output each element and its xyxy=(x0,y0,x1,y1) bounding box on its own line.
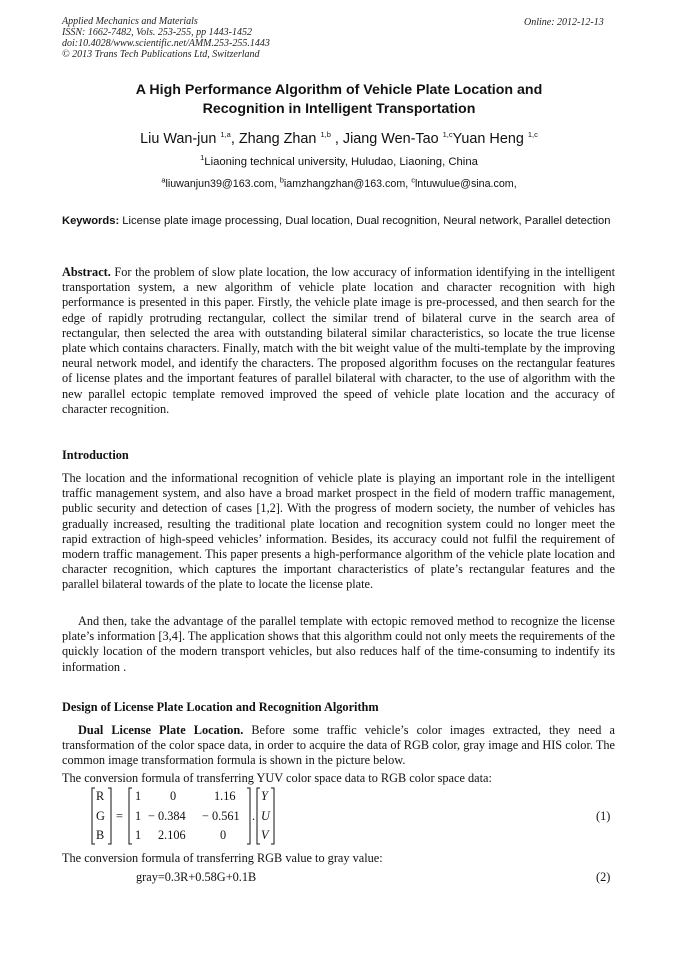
equation-1 xyxy=(88,787,278,845)
rhs-v: V xyxy=(261,828,269,842)
author-name: Jiang Wen-Tao xyxy=(342,131,443,147)
affiliation xyxy=(62,153,616,168)
matrix-cell: − 0.384 xyxy=(148,809,186,823)
yuv-rgb-intro: The conversion formula of transferring YUV color space data to RGB color space data: xyxy=(62,771,492,785)
email-link[interactable]: lntuwulue@sina.com, xyxy=(414,178,517,190)
author-name: Yuan Heng xyxy=(452,131,528,147)
email-link[interactable]: iamzhangzhan@163.com, xyxy=(283,178,412,190)
email-sup: c xyxy=(411,175,415,185)
author-name: Liu Wan-jun xyxy=(140,131,221,147)
matrix-cell: 0 xyxy=(220,828,227,842)
matrix-left-bracket xyxy=(129,788,132,844)
abstract-text: For the problem of slow plate location, the low accuracy of information identifying in the intelligent transportation system, a new algorithm of vehicle plate location and character recognition with high performance is presented in this paper. Firstly, the vehicle plate image is pre-processed, and then search for the edge of rapidly protruding rectangular, collect the similar trend of bilateral curve in the search area of rectangular, then selected the area with outstanding bilateral similar characteristics, so locate the true license plate which contains characters. Finally, match with the bit weight value of the multi-template by the improving neural network model, and identify the characters. The proposed algorithm focuses on the rectangular features of license plates and the important features of parallel bilateral with character, to the use of algorithm with the new parallel ectopic template removed improved the speed of vehicle plate location and the accuracy of character recognition. xyxy=(62,265,615,416)
keywords-text: License plate image processing, Dual location, Dual recognition, Neural network, Parallel detection xyxy=(119,215,611,227)
abstract-label: Abstract. xyxy=(62,265,111,279)
equation-2-number: (2) xyxy=(596,870,611,884)
rgb-gray-intro: The conversion formula of transferring RGB value to gray value: xyxy=(62,851,383,865)
dual-location-label: Dual License Plate Location. xyxy=(78,723,244,737)
author-affil-sup: 1,a xyxy=(220,130,231,140)
keywords-label: Keywords: xyxy=(62,215,120,227)
introduction-heading: Introduction xyxy=(62,448,129,462)
title-line-1: A High Performance Algorithm of Vehicle Plate Location and xyxy=(135,82,543,98)
author-name: Zhang Zhan xyxy=(238,131,321,147)
matrix-cell: − 0.561 xyxy=(202,809,240,823)
dot-operator: . xyxy=(252,809,256,823)
keywords-block xyxy=(62,214,615,229)
lhs-g: G xyxy=(96,809,105,823)
intro-paragraph-2: And then, take the advantage of the parallel template with ectopic removed method to recognize the license plate’s information [3,4]. The application shows that this algorithm could not only meets the requirements of the quickly location of the modern transport vehicles, but also reduces half of the time-consuming to indentify its information . xyxy=(62,614,615,674)
author-separator: , xyxy=(330,131,343,147)
email-sup: b xyxy=(279,175,284,185)
equation-1-number: (1) xyxy=(596,809,611,823)
matrix-cell: 1 xyxy=(135,828,142,842)
rhs-y: Y xyxy=(261,789,268,803)
matrix-cell: 1 xyxy=(135,789,142,803)
author-affil-sup: 1,c xyxy=(442,130,453,140)
intro-paragraph-1: The location and the informational recognition of vehicle plate is playing an important role in the intelligent traffic management system, and also have a broad market prospect in the field of modern traffic management, public security and detection of cases [1,2]. With the progress of modern society, the number of vehicles has gradually increased, resulting the traditional plate location and recognition system could no longer meet the rapid extraction of high-speed vehicles’ information. Besides, its accuracy could not fulfil the requirement of modern traffic management. This paper presents a high-performance algorithm of the vehicle plate location and character recognition, which captures the important characteristics of plate’s rectangular features and the parallel bilateral towards of the plate to locate the license plate. xyxy=(62,471,615,592)
author-separator: , xyxy=(230,131,239,147)
equation-2: gray=0.3R+0.58G+0.1B xyxy=(136,870,257,884)
online-date: Online: 2012-12-13 xyxy=(524,17,604,28)
affiliation-sup: 1 xyxy=(200,153,205,163)
rhs-u: U xyxy=(261,809,270,823)
design-paragraph-1-text: Before some traffic vehicle’s color images extracted, they need a transformation of the color space data, in order to acquire the data of RGB color, gray image and HIS color. The common image transformation formula is shown in the picture below. xyxy=(62,723,615,768)
title-line-2: Recognition in Intelligent Transportation xyxy=(202,101,476,117)
matrix-cell: 0 xyxy=(170,789,177,803)
design-heading: Design of License Plate Location and Recognition Algorithm xyxy=(62,700,379,714)
email-list xyxy=(62,175,616,190)
author-list xyxy=(62,131,616,147)
rhs-left-bracket xyxy=(257,788,260,844)
email-link[interactable]: liuwanjun39@163.com, xyxy=(165,178,280,190)
matrix-cell: 1 xyxy=(135,809,142,823)
lhs-r: R xyxy=(96,789,105,803)
rhs-right-bracket xyxy=(271,788,274,844)
affiliation-text: Liaoning technical university, Huludao, Liaoning, China xyxy=(204,156,478,168)
issn-line: ISSN: 1662-7482, Vols. 253-255, pp 1443-1452 xyxy=(62,27,252,38)
equals-sign: = xyxy=(116,809,123,823)
email-sup: a xyxy=(161,175,166,185)
abstract-paragraph xyxy=(62,265,615,417)
author-affil-sup: 1,c xyxy=(527,130,538,140)
matrix-cell: 2.106 xyxy=(158,828,186,842)
lhs-b: B xyxy=(96,828,105,842)
author-affil-sup: 1,b xyxy=(320,130,331,140)
matrix-cell: 1.16 xyxy=(214,789,236,803)
lhs-left-bracket xyxy=(92,788,95,844)
matrix-right-bracket xyxy=(247,788,250,844)
paper-title xyxy=(62,81,616,119)
journal-name: Applied Mechanics and Materials xyxy=(62,16,198,27)
lhs-right-bracket xyxy=(108,788,111,844)
design-paragraph-1 xyxy=(62,723,615,769)
copyright-line: © 2013 Trans Tech Publications Ltd, Switzerland xyxy=(62,49,260,60)
doi-line: doi:10.4028/www.scientific.net/AMM.253-255.1443 xyxy=(62,38,270,49)
